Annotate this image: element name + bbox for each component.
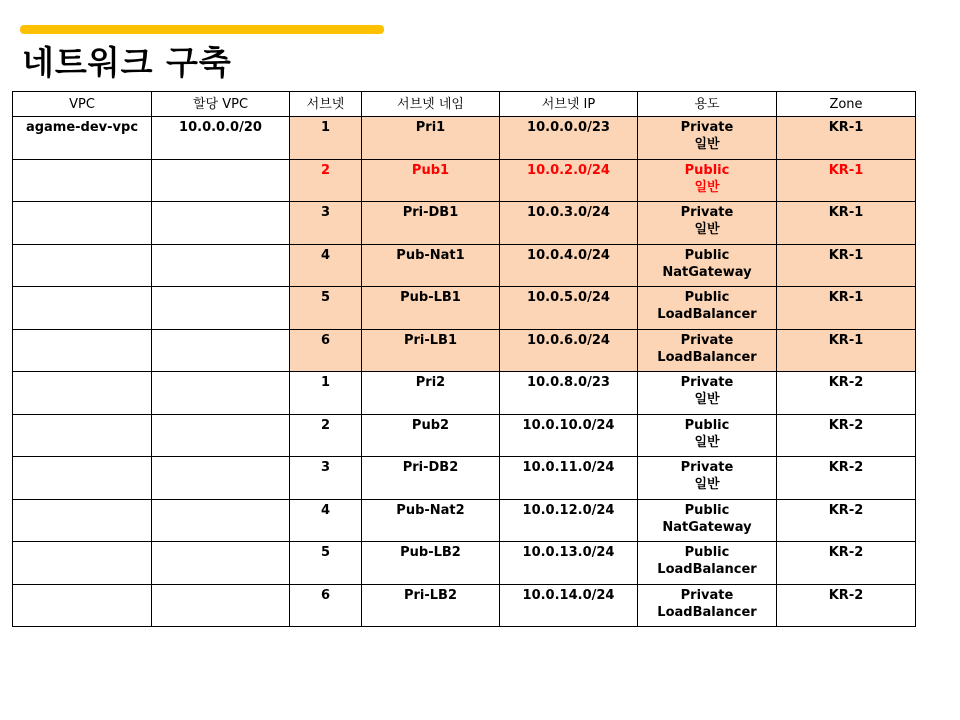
cell-usage	[638, 244, 777, 287]
cell-subnet-ip: 10.0.5.0/24	[500, 287, 638, 330]
cell-usage	[638, 287, 777, 330]
cell-subnet-no: 3	[290, 202, 362, 245]
usage-type: Public	[684, 502, 730, 518]
usage-detail: 일반	[694, 434, 720, 450]
cell-subnet-no: 2	[290, 414, 362, 457]
cell-subnet-ip: 10.0.8.0/23	[500, 372, 638, 415]
usage-type: Private	[680, 332, 734, 348]
cell-allocated-vpc	[152, 244, 290, 287]
cell-allocated-vpc	[152, 414, 290, 457]
usage-type: Public	[684, 247, 730, 263]
cell-allocated-vpc	[152, 584, 290, 627]
usage-detail: LoadBalancer	[657, 562, 757, 577]
cell-usage	[638, 202, 777, 245]
cell-usage	[638, 329, 777, 372]
cell-zone: KR-2	[777, 584, 916, 627]
cell-zone: KR-2	[777, 372, 916, 415]
cell-subnet-name: Pri-LB1	[362, 329, 500, 372]
cell-subnet-no: 4	[290, 244, 362, 287]
cell-vpc	[13, 584, 152, 627]
header-zone: Zone	[777, 92, 916, 117]
cell-subnet-ip: 10.0.3.0/24	[500, 202, 638, 245]
usage-detail: 일반	[694, 392, 720, 407]
subnet-table	[12, 91, 916, 627]
table-row	[13, 202, 916, 245]
usage-detail: 일반	[694, 222, 720, 237]
cell-allocated-vpc	[152, 159, 290, 202]
cell-vpc	[13, 414, 152, 457]
cell-usage	[638, 542, 777, 585]
cell-usage	[638, 372, 777, 415]
cell-subnet-name: Pub-Nat2	[362, 499, 500, 542]
cell-usage	[638, 159, 777, 202]
usage-type: Private	[680, 205, 734, 220]
cell-usage	[638, 117, 777, 160]
cell-zone: KR-2	[777, 542, 916, 585]
cell-subnet-name: Pub1	[362, 159, 500, 202]
cell-vpc	[13, 372, 152, 415]
cell-subnet-name: Pub-Nat1	[362, 244, 500, 287]
cell-zone: KR-1	[777, 117, 916, 160]
cell-subnet-name: Pri1	[362, 117, 500, 160]
cell-zone: KR-1	[777, 244, 916, 287]
cell-allocated-vpc	[152, 457, 290, 500]
table-row	[13, 584, 916, 627]
header-usage: 용도	[638, 92, 777, 117]
cell-subnet-ip: 10.0.6.0/24	[500, 329, 638, 372]
table-row	[13, 372, 916, 415]
cell-usage	[638, 584, 777, 627]
cell-subnet-name: Pri-DB1	[362, 202, 500, 245]
cell-subnet-name: Pri-LB2	[362, 584, 500, 627]
cell-usage	[638, 457, 777, 500]
usage-detail: NatGateway	[662, 519, 752, 535]
cell-allocated-vpc: 10.0.0.0/20	[152, 117, 290, 160]
table-body	[13, 117, 916, 627]
table-row	[13, 499, 916, 542]
cell-subnet-ip: 10.0.13.0/24	[500, 542, 638, 585]
cell-allocated-vpc	[152, 542, 290, 585]
usage-type: Public	[684, 545, 730, 560]
cell-zone: KR-2	[777, 414, 916, 457]
cell-usage	[638, 414, 777, 457]
cell-allocated-vpc	[152, 499, 290, 542]
cell-subnet-name: Pub-LB1	[362, 287, 500, 330]
cell-vpc	[13, 159, 152, 202]
usage-type: Private	[680, 375, 734, 390]
cell-zone: KR-1	[777, 159, 916, 202]
cell-subnet-no: 4	[290, 499, 362, 542]
cell-usage	[638, 499, 777, 542]
header-subnet-name: 서브넷 네임	[362, 92, 500, 117]
cell-zone: KR-1	[777, 202, 916, 245]
cell-subnet-ip: 10.0.2.0/24	[500, 159, 638, 202]
cell-vpc	[13, 287, 152, 330]
header-vpc: VPC	[13, 92, 152, 117]
cell-subnet-name: Pub2	[362, 414, 500, 457]
cell-zone: KR-2	[777, 457, 916, 500]
usage-type: Private	[680, 460, 734, 475]
cell-allocated-vpc	[152, 202, 290, 245]
cell-subnet-no: 1	[290, 372, 362, 415]
table-row	[13, 244, 916, 287]
usage-type: Private	[680, 120, 734, 135]
table-row	[13, 159, 916, 202]
cell-vpc	[13, 499, 152, 542]
usage-detail: LoadBalancer	[657, 349, 757, 365]
title-accent-bar	[20, 25, 384, 34]
table-row	[13, 329, 916, 372]
header-subnet-no: 서브넷	[290, 92, 362, 117]
cell-subnet-name: Pri2	[362, 372, 500, 415]
cell-subnet-no: 6	[290, 329, 362, 372]
cell-vpc: agame-dev-vpc	[13, 117, 152, 160]
cell-subnet-ip: 10.0.14.0/24	[500, 584, 638, 627]
cell-subnet-no: 6	[290, 584, 362, 627]
usage-type: Public	[684, 417, 730, 433]
usage-detail: NatGateway	[662, 264, 752, 280]
cell-zone: KR-2	[777, 499, 916, 542]
cell-allocated-vpc	[152, 287, 290, 330]
cell-subnet-name: Pri-DB2	[362, 457, 500, 500]
cell-allocated-vpc	[152, 372, 290, 415]
table-row	[13, 287, 916, 330]
usage-detail: 일반	[694, 179, 720, 195]
usage-type: Public	[684, 162, 730, 178]
cell-subnet-no: 2	[290, 159, 362, 202]
table-row	[13, 414, 916, 457]
cell-zone: KR-1	[777, 287, 916, 330]
usage-detail: LoadBalancer	[657, 604, 757, 620]
usage-detail: 일반	[694, 477, 720, 492]
cell-vpc	[13, 329, 152, 372]
cell-subnet-name: Pub-LB2	[362, 542, 500, 585]
cell-subnet-no: 5	[290, 542, 362, 585]
cell-vpc	[13, 202, 152, 245]
usage-detail: LoadBalancer	[657, 307, 757, 322]
page-title: 네트워크 구축	[22, 43, 232, 82]
cell-subnet-ip: 10.0.10.0/24	[500, 414, 638, 457]
table-row	[13, 117, 916, 160]
cell-subnet-no: 3	[290, 457, 362, 500]
cell-subnet-no: 5	[290, 287, 362, 330]
cell-vpc	[13, 542, 152, 585]
cell-subnet-ip: 10.0.11.0/24	[500, 457, 638, 500]
cell-subnet-ip: 10.0.4.0/24	[500, 244, 638, 287]
usage-detail: 일반	[694, 137, 720, 152]
table-row	[13, 542, 916, 585]
cell-vpc	[13, 244, 152, 287]
table-header-row	[13, 92, 916, 117]
cell-subnet-ip: 10.0.0.0/23	[500, 117, 638, 160]
table-row	[13, 457, 916, 500]
cell-vpc	[13, 457, 152, 500]
usage-type: Public	[684, 290, 730, 305]
header-allocated-vpc: 할당 VPC	[152, 92, 290, 117]
cell-allocated-vpc	[152, 329, 290, 372]
cell-zone: KR-1	[777, 329, 916, 372]
cell-subnet-ip: 10.0.12.0/24	[500, 499, 638, 542]
usage-type: Private	[680, 587, 734, 603]
cell-subnet-no: 1	[290, 117, 362, 160]
header-subnet-ip: 서브넷 IP	[500, 92, 638, 117]
